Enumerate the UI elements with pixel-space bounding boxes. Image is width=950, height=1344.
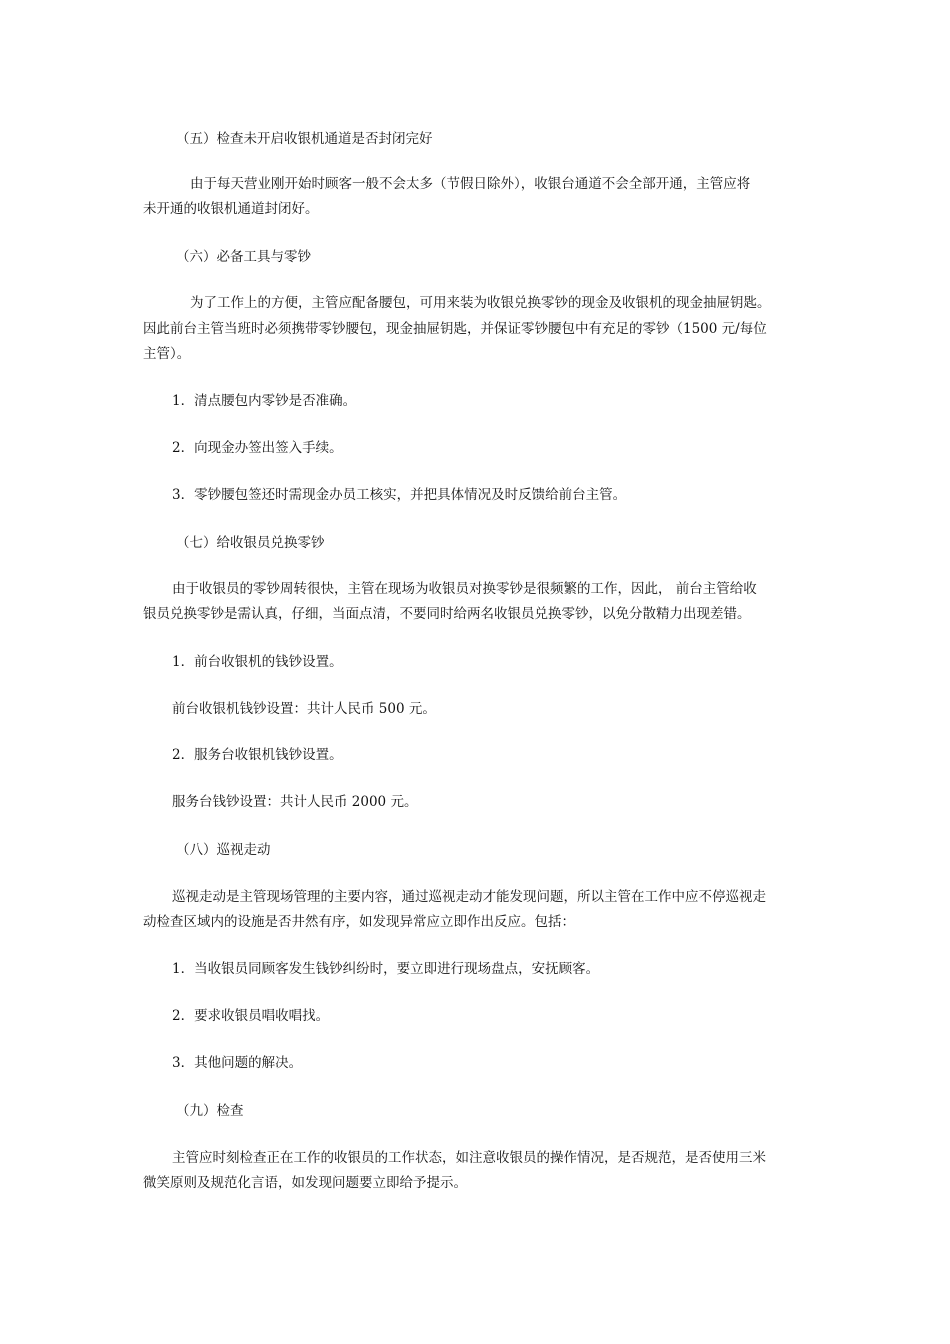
list-item: 前台收银机钱钞设置：共计人民币 500 元。 — [172, 701, 436, 717]
list-item: 2．向现金办签出签入手续。 — [172, 440, 343, 456]
paragraph-line: 因此前台主管当班时必须携带零钞腰包，现金抽屉钥匙，并保证零钞腰包中有充足的零钞（1500 元/每位 — [143, 321, 767, 337]
list-item: 2．服务台收银机钱钞设置。 — [172, 747, 343, 763]
paragraph-line: 主管应时刻检查正在工作的收银员的工作状态，如注意收银员的操作情况，是否规范，是否使用三米 — [172, 1150, 766, 1166]
paragraph-line: 主管）。 — [143, 346, 191, 362]
section-heading: （九）检查 — [176, 1103, 244, 1119]
section-heading: （五）检查未开启收银机通道是否封闭完好 — [176, 131, 433, 147]
paragraph-line: 为了工作上的方便，主管应配备腰包，可用来装为收银兑换零钞的现金及收银机的现金抽屉钥匙。 — [190, 295, 771, 311]
list-item: 1．前台收银机的钱钞设置。 — [172, 654, 343, 670]
section-heading: （六）必备工具与零钞 — [176, 249, 311, 265]
paragraph-line: 巡视走动是主管现场管理的主要内容，通过巡视走动才能发现问题，所以主管在工作中应不停巡视走 — [172, 889, 766, 905]
paragraph-line: 动检查区域内的设施是否井然有序，如发现异常应立即作出反应。包括： — [143, 914, 575, 930]
paragraph-line: 由于收银员的零钞周转很快，主管在现场为收银员对换零钞是很频繁的工作，因此， 前台主管给收 — [172, 581, 757, 597]
list-item: 1．清点腰包内零钞是否准确。 — [172, 393, 357, 409]
paragraph-line: 微笑原则及规范化言语，如发现问题要立即给予提示。 — [143, 1175, 467, 1191]
list-item: 1．当收银员同顾客发生钱钞纠纷时，要立即进行现场盘点，安抚顾客。 — [172, 961, 600, 977]
list-item: 3．其他问题的解决。 — [172, 1055, 303, 1071]
list-item: 服务台钱钞设置：共计人民币 2000 元。 — [172, 794, 418, 810]
paragraph-line: 银员兑换零钞是需认真，仔细，当面点清，不要同时给两名收银员兑换零钞，以免分散精力出现差错。 — [143, 606, 751, 622]
section-heading: （七）给收银员兑换零钞 — [176, 535, 325, 551]
list-item: 3．零钞腰包签还时需现金办员工核实，并把具体情况及时反馈给前台主管。 — [172, 487, 627, 503]
paragraph-line: 未开通的收银机通道封闭好。 — [143, 201, 319, 217]
section-heading: （八）巡视走动 — [176, 842, 271, 858]
list-item: 2．要求收银员唱收唱找。 — [172, 1008, 330, 1024]
paragraph-line: 由于每天营业刚开始时顾客一般不会太多（节假日除外），收银台通道不会全部开通，主管应将 — [190, 176, 751, 192]
